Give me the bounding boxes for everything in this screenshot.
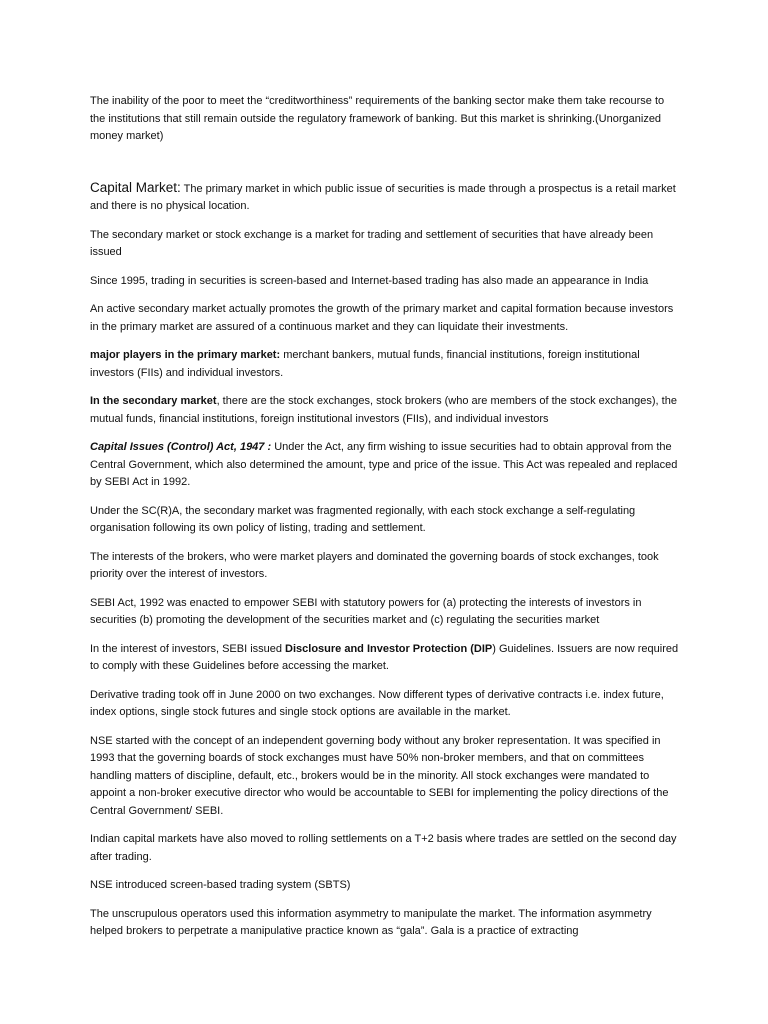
paragraph-text: Since 1995, trading in securities is screen-based and Internet-based trading has also made an appearance in India [90,274,649,287]
paragraph-brokers-interests [90,549,682,584]
paragraph-nse-governing-body [90,733,682,821]
paragraph-text: SEBI Act, 1992 was enacted to empower SEBI with statutory powers for (a) protecting the interests of investors in securities (b) promoting the development of the securities market and (c) regulating the securities market [90,596,642,626]
paragraph-active-secondary-market [90,301,682,336]
paragraph-text-tail: ) Guidelines. Issuers are now required to comply with these Guidelines before accessing the market. [90,642,679,672]
paragraph-text: The interests of the brokers, who were market players and dominated the governing boards of stock exchanges, took priority over the interest of investors. [90,550,659,580]
paragraph-rolling-settlements [90,831,682,866]
primary-market-players-label: major players in the primary market: [90,349,281,361]
paragraph-text: In the interest of investors, SEBI issued [90,642,286,655]
paragraph-dip-guidelines [90,641,682,676]
paragraph-text: , there are the stock exchanges, stock brokers (who are members of the stock exchanges), the mutual funds, financial institutions, foreign institutional investors (FIIs), and individual investors [90,395,677,425]
document-page [90,93,682,952]
paragraph-text: Under the SC(R)A, the secondary market was fragmented regionally, with each stock exchange a self-regulating organisation following its own policy of listing, trading and settlement. [90,504,636,534]
paragraph-text: The primary market in which public issue of securities is made through a prospectus is a retail market and there is no physical location. [90,182,676,212]
paragraph-text: merchant bankers, mutual funds, financial institutions, foreign institutional investors (FIIs) and individual investors. [90,349,640,379]
paragraph-sebi-act [90,595,682,630]
paragraph-derivative-trading [90,687,682,722]
capital-market-heading: Capital Market: [90,179,181,195]
paragraph-sbts [90,877,682,895]
paragraph-screen-based-trading [90,273,682,291]
paragraph-primary-market-players [90,347,682,382]
paragraph-text: Indian capital markets have also moved to rolling settlements on a T+2 basis where trades are settled on the second day after trading. [90,833,677,863]
secondary-market-label: In the secondary market [90,395,217,407]
paragraph-scra [90,503,682,538]
paragraph-text: The inability of the poor to meet the “creditworthiness” requirements of the banking sector make them take recourse to the institutions that still remain outside the regulatory framework of banking. But this market is shrinking.(Unorganized money market) [90,95,665,142]
paragraph-capital-market [90,179,682,216]
paragraph-text: Under the Act, any firm wishing to issue securities had to obtain approval from the Central Government, which also determined the amount, type and price of the issue. This Act was repealed and replaced by SEBI Act in 1992. [90,441,678,488]
paragraph-capital-issues-act [90,439,682,492]
paragraph-text: NSE introduced screen-based trading system (SBTS) [90,879,351,891]
paragraph-text: An active secondary market actually promotes the growth of the primary market and capital formation because investors in the primary market are assured of a continuous market and they can liquidate their investments. [90,303,674,333]
paragraph-information-asymmetry [90,906,682,941]
paragraph-secondary-market-players [90,393,682,428]
dip-guidelines-label: Disclosure and Investor Protection (DIP [285,642,493,655]
paragraph-text: NSE started with the concept of an independent governing body without any broker representation. It was specified in 1993 that the governing boards of stock exchanges must have 50% non-broker members, and that on committees handling matters of discipline, default, etc., brokers would be in the minority. All stock exchanges were mandated to appoint a non-broker executive director who would be accountable to SEBI for implementing the policy directions of the Central Government/ SEBI. [90,734,669,817]
paragraph-text: Derivative trading took off in June 2000 on two exchanges. Now different types of derivative contracts i.e. index future, index options, single stock futures and single stock options are available in the market. [90,688,664,718]
capital-issues-act-label: Capital Issues (Control) Act, 1947 : [90,441,272,453]
paragraph-text: The unscrupulous operators used this information asymmetry to manipulate the market. The information asymmetry helped brokers to perpetrate a manipulative practice known as “gala”. Gala is a practice of extracting [90,907,652,937]
paragraph-unorganized-money-market [90,93,682,146]
paragraph-secondary-market [90,227,682,262]
paragraph-text: The secondary market or stock exchange is a market for trading and settlement of securities that have already been issued [90,228,654,258]
